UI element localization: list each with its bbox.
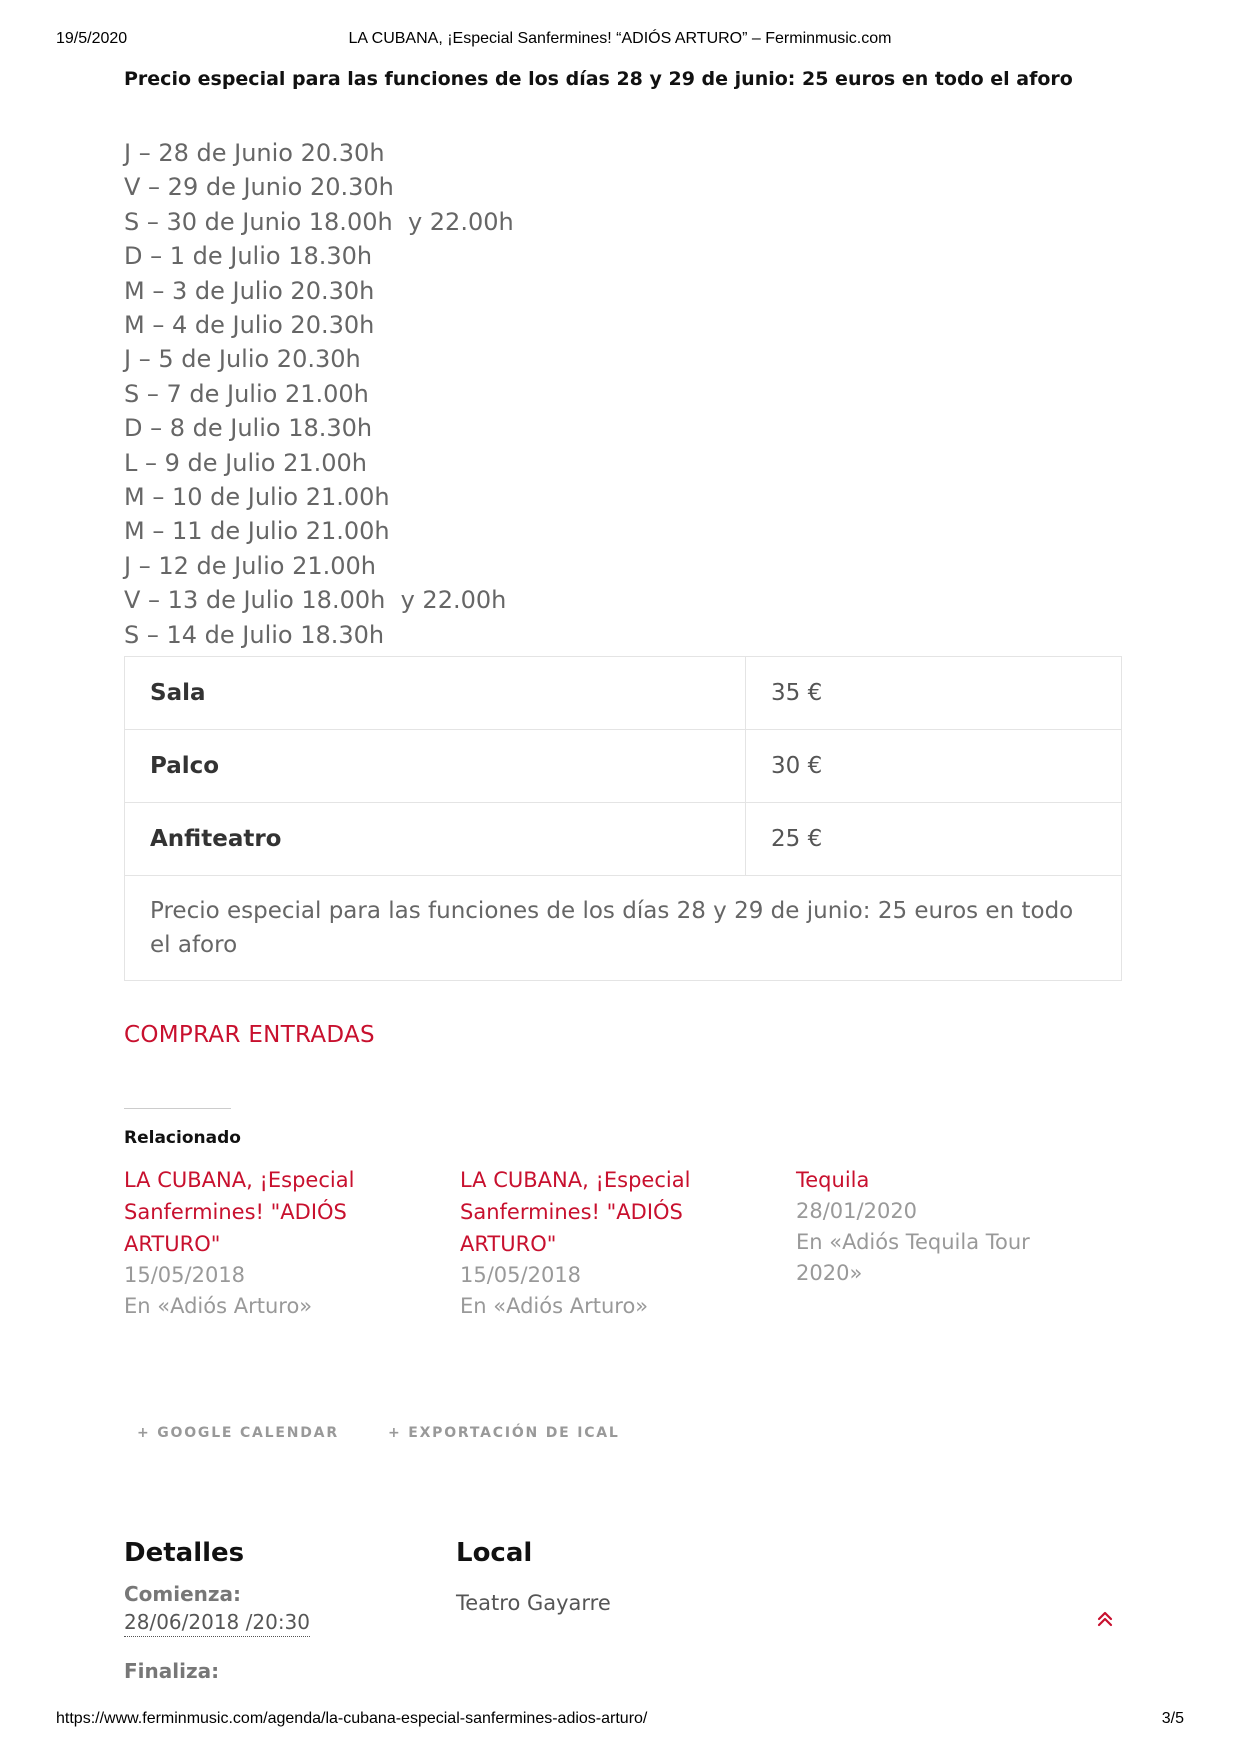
- related-post-date: 28/01/2020: [796, 1199, 918, 1223]
- schedule-item: V – 29 de Junio 20.30h: [124, 173, 394, 202]
- print-url: https://www.ferminmusic.com/agenda/la-cubana-especial-sanfermines-adios-arturo/: [56, 1710, 648, 1727]
- schedule-item: M – 3 de Julio 20.30h: [124, 276, 375, 305]
- special-price-heading: Precio especial para las funciones de los días 28 y 29 de junio: 25 euros en todo el aforo: [124, 68, 1073, 90]
- price-value: 25 €: [746, 803, 1122, 876]
- schedule-item: S – 7 de Julio 21.00h: [124, 379, 369, 408]
- print-date: 19/5/2020: [56, 30, 128, 47]
- related-post-category: En «Adiós Arturo»: [460, 1294, 649, 1318]
- calendar-export-links: [137, 1422, 664, 1441]
- price-value: 30 €: [746, 730, 1122, 803]
- table-row: [125, 657, 1122, 730]
- schedule-list: [124, 136, 1124, 652]
- schedule-item: M – 10 de Julio 21.00h: [124, 483, 390, 512]
- related-heading: Relacionado: [124, 1128, 241, 1148]
- schedule-item: J – 5 de Julio 20.30h: [124, 345, 361, 374]
- print-title: LA CUBANA, ¡Especial Sanfermines! “ADIÓS ARTURO” – Ferminmusic.com: [348, 30, 892, 47]
- related-post-category: En «Adiós Tequila Tour 2020»: [796, 1230, 1030, 1285]
- related-post-category: En «Adiós Arturo»: [124, 1294, 313, 1318]
- double-chevron-up-icon[interactable]: [1094, 1608, 1116, 1630]
- table-row: [125, 730, 1122, 803]
- print-header: [0, 30, 1240, 54]
- schedule-item: L – 9 de Julio 21.00h: [124, 448, 368, 477]
- price-note: Precio especial para las funciones de los días 28 y 29 de junio: 25 euros en todo el aforo: [125, 876, 1122, 981]
- details-heading: Detalles: [124, 1538, 245, 1568]
- google-calendar-button[interactable]: + GOOGLE CALENDAR: [137, 1425, 339, 1441]
- related-post-date: 15/05/2018: [460, 1263, 582, 1287]
- buy-tickets-link[interactable]: COMPRAR ENTRADAS: [124, 1022, 375, 1048]
- event-details: [124, 1536, 424, 1685]
- price-table: [124, 656, 1122, 981]
- related-post-date: 15/05/2018: [124, 1263, 246, 1287]
- related-post: [796, 1164, 1096, 1289]
- schedule-item: D – 1 de Julio 18.30h: [124, 242, 373, 271]
- schedule-item: D – 8 de Julio 18.30h: [124, 414, 373, 443]
- divider: [124, 1108, 231, 1109]
- related-post: [460, 1164, 760, 1322]
- print-footer: [0, 1710, 1240, 1734]
- price-value: 35 €: [746, 657, 1122, 730]
- schedule-item: V – 13 de Julio 18.00h y 22.00h: [124, 586, 507, 615]
- schedule-item: M – 11 de Julio 21.00h: [124, 517, 390, 546]
- start-label: Comienza:: [124, 1582, 242, 1606]
- price-label: Palco: [125, 730, 746, 803]
- schedule-item: J – 12 de Julio 21.00h: [124, 551, 376, 580]
- table-row: [125, 803, 1122, 876]
- schedule-item: S – 14 de Julio 18.30h: [124, 620, 385, 649]
- related-post: [124, 1164, 424, 1322]
- end-label: Finaliza:: [124, 1659, 220, 1683]
- price-label: Sala: [125, 657, 746, 730]
- start-datetime: 28/06/2018 /20:30: [124, 1608, 310, 1637]
- table-row: [125, 876, 1122, 981]
- related-post-link[interactable]: LA CUBANA, ¡Especial Sanfermines! "ADIÓS ARTURO": [124, 1168, 355, 1256]
- event-venue: [456, 1536, 756, 1618]
- price-label: Anfiteatro: [125, 803, 746, 876]
- schedule-item: S – 30 de Junio 18.00h y 22.00h: [124, 207, 514, 236]
- ical-export-button[interactable]: + EXPORTACIÓN DE ICAL: [388, 1425, 620, 1441]
- schedule-item: J – 28 de Junio 20.30h: [124, 139, 385, 167]
- venue-name: Teatro Gayarre: [456, 1591, 611, 1615]
- related-post-link[interactable]: Tequila: [796, 1168, 870, 1192]
- schedule-item: M – 4 de Julio 20.30h: [124, 311, 375, 340]
- print-page-number: 3/5: [1161, 1710, 1184, 1727]
- related-post-link[interactable]: LA CUBANA, ¡Especial Sanfermines! "ADIÓS ARTURO": [460, 1168, 691, 1256]
- venue-heading: Local: [456, 1538, 533, 1568]
- related-posts: [124, 1164, 1124, 1334]
